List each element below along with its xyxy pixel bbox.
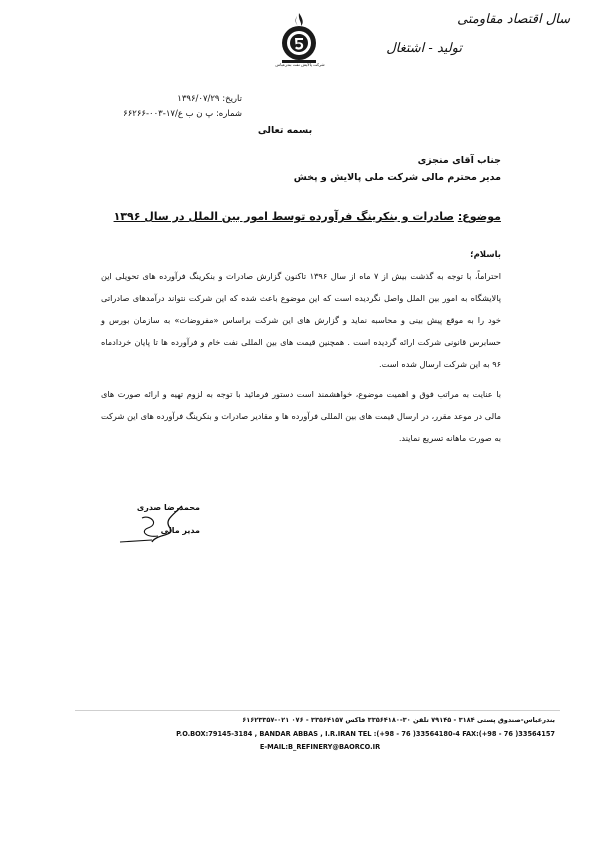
subject-text: صادرات و بنکرینگ فرآورده توسط امور بین الملل در سال ۱۳۹۶	[113, 210, 454, 223]
body-paragraph-2: با عنایت به مراتب فوق و اهمیت موضوع، خواهشمند است دستور فرمائید با توجه به لزوم تهیه و ارائه صورت های مالی در موعد مقرر، در ارسال قیمت های بین المللی فرآورده ها و مقادیر صادرات و بنکرینگ فرآورده های این شرکت به صورت ماهانه تسریع نمایند.	[101, 389, 501, 443]
recipient-organization: مدیر محترم مالی شرکت ملی پالایش و پخش	[293, 172, 501, 183]
signer-title: مدیر مالی	[160, 526, 200, 535]
recipient-title: جناب آقای منجزی	[417, 155, 501, 166]
year-slogan: سال اقتصاد مقاومتی	[457, 12, 570, 27]
signer-name: محمدرضا صدری	[136, 503, 200, 512]
subject-label: موضوع:	[457, 210, 501, 223]
slogan-theme: تولید - اشتغال	[386, 41, 462, 56]
footer-divider	[75, 710, 560, 711]
body-paragraph-1: احتراماً، با توجه به گذشت بیش از ۷ ماه از سال ۱۳۹۶ تاکنون گزارش صادرات و بنکرینگ فرآورده های تحویلی این پالایشگاه به امور بین الملل واصل نگردیده است که این موضوع باعث شده که این شرکت نتواند درآمدهای صادراتی خود را به موقع پیش بینی و محاسبه نماید و گزارش های این شرکت براساس «مفروضات» به سازمان بورس و حسابرس قانونی شرکت ارائه گردیده است . همچنین قیمت های بین المللی نفت خام و فرآورده ها تا پایان خردادماه ۹۶ به این شرکت ارسال شده است.	[101, 271, 501, 369]
letter-number: شماره: پ ن ب ع/۱۷-۰۰۳-۶۶۲۶۶	[123, 109, 242, 119]
footer-address-persian: بندرعباس-صندوق پستی ۳۱۸۴ - ۷۹۱۴۵ تلفن ۳۰-۳۳۵۶۴۱۸۰ فاکس ۳۳۵۶۴۱۵۷ - ۰۷۶ ۰۲۱-۶۱۶۲۳۳۵۷	[242, 716, 555, 724]
footer-address-english: P.O.BOX:79145-3184 , BANDAR ABBAS , I.R.IRAN TEL :(+98 - 76 )33564180-4 FAX:(+98 - 76 )33564157	[176, 730, 555, 738]
letter-date: تاریخ: ۱۳۹۶/۰۷/۲۹	[177, 94, 242, 104]
subject-line	[71, 210, 501, 223]
footer-email: E-MAIL:B_REFINERY@BAORCO.IR	[259, 743, 381, 751]
logo-caption: شرکت پالایش نفت بندرعباس	[275, 62, 325, 67]
salutation: باسلام؛	[470, 250, 501, 260]
bismillah-heading: بسمه تعالی	[257, 125, 313, 136]
